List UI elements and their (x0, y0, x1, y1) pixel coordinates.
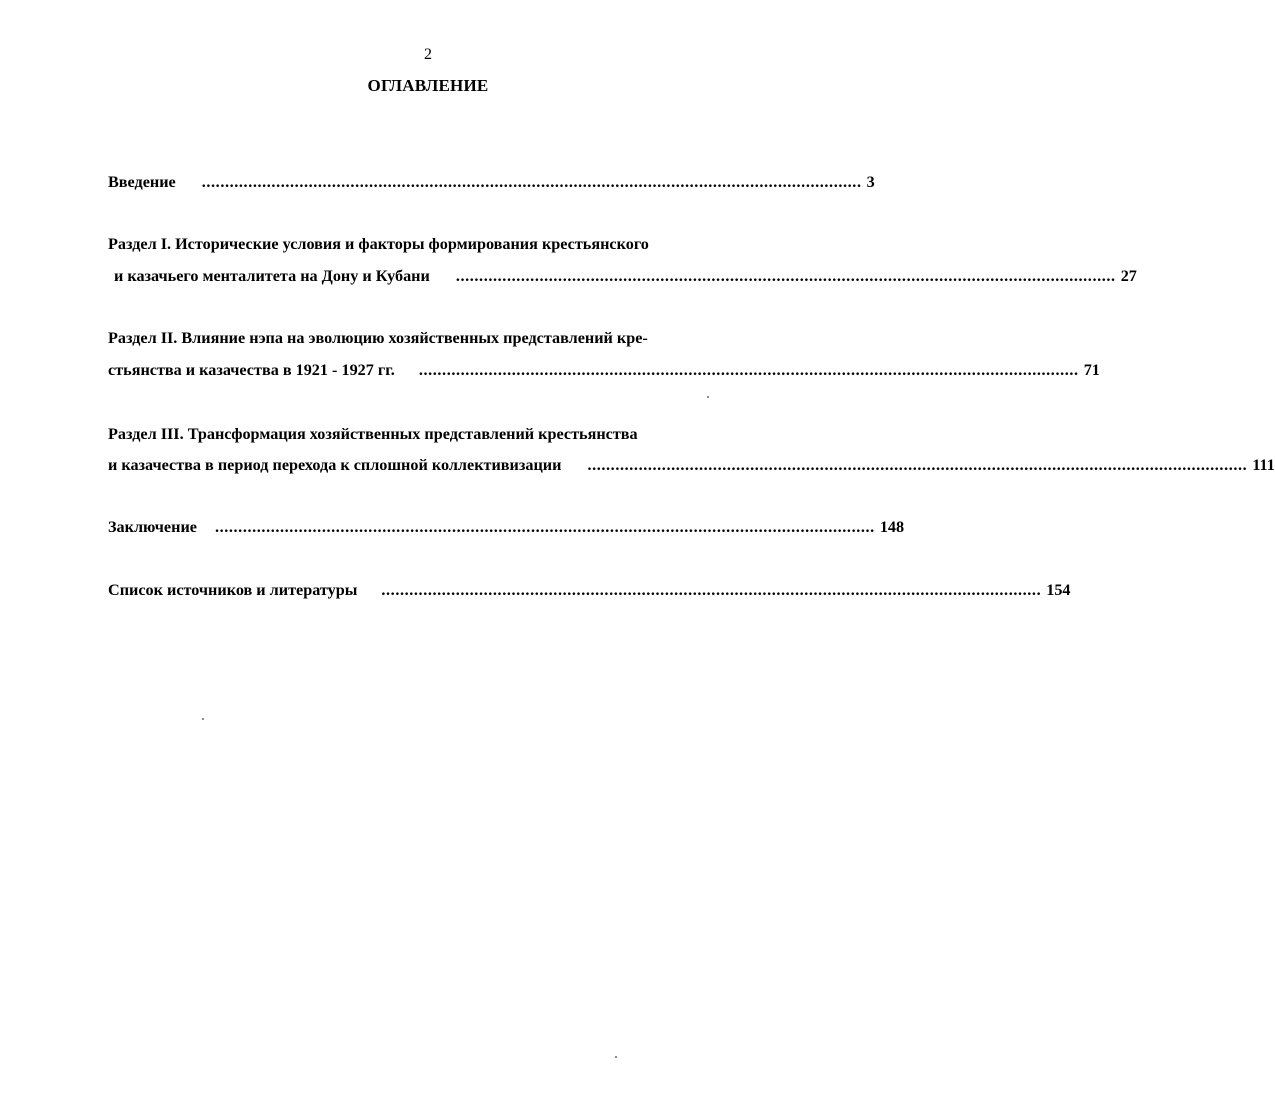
dot-leader: .............................................................................................................................................. (381, 581, 1042, 599)
toc-entry-label: Раздел II. Влияние нэпа на эволюцию хозяйственных представлений кре- (108, 329, 648, 347)
toc-entry-page: 111 (1252, 456, 1275, 474)
scan-speck (707, 396, 709, 398)
dot-leader: .............................................................................................................................................. (214, 518, 875, 536)
toc-entry-page: 154 (1046, 581, 1071, 599)
toc-entry-label: и казачьего менталитета на Дону и Кубани (114, 267, 430, 285)
toc-entry-section-3-line-2[interactable] (108, 453, 1275, 477)
toc-entry-section-2-line-1[interactable] (108, 326, 750, 350)
toc-entry-page: 71 (1083, 361, 1100, 379)
toc-entry-page: 148 (879, 518, 905, 536)
toc-entry-label: Раздел I. Исторические условия и факторы формирования крестьянского (108, 235, 649, 253)
dot-leader: .............................................................................................................................................. (201, 173, 862, 191)
scan-speck (202, 718, 204, 720)
dot-leader: .............................................................................................................................................. (418, 361, 1079, 379)
toc-entry-page: 3 (866, 173, 875, 191)
dot-leader: .............................................................................................................................................. (587, 456, 1248, 474)
toc-entry-conclusion[interactable] (108, 515, 905, 539)
scan-speck (615, 1056, 617, 1058)
toc-entry-introduction[interactable] (108, 170, 875, 194)
toc-entry-label: стьянства и казачества в 1921 - 1927 гг. (108, 361, 395, 379)
toc-entry-page: 27 (1120, 267, 1137, 285)
toc-entry-bibliography[interactable] (108, 578, 1071, 602)
toc-entry-label: Раздел III. Трансформация хозяйственных представлений крестьянства (108, 425, 638, 443)
toc-entry-section-1-line-2[interactable] (114, 264, 1137, 288)
toc-entry-section-3-line-1[interactable] (108, 422, 750, 446)
toc-entry-section-2-line-2[interactable] (108, 358, 1100, 382)
page-number: 2 (424, 46, 432, 63)
dot-leader: .............................................................................................................................................. (455, 267, 1116, 285)
toc-entry-label: Заключение (108, 518, 197, 536)
toc-entry-label: Список источников и литературы (108, 581, 358, 599)
page-title: ОГЛАВЛЕНИЕ (367, 76, 489, 95)
toc-entry-section-1-line-1[interactable] (108, 232, 750, 256)
toc-entry-label: Введение (108, 173, 176, 191)
toc-entry-label: и казачества в период перехода к сплошной коллективизации (108, 456, 562, 474)
